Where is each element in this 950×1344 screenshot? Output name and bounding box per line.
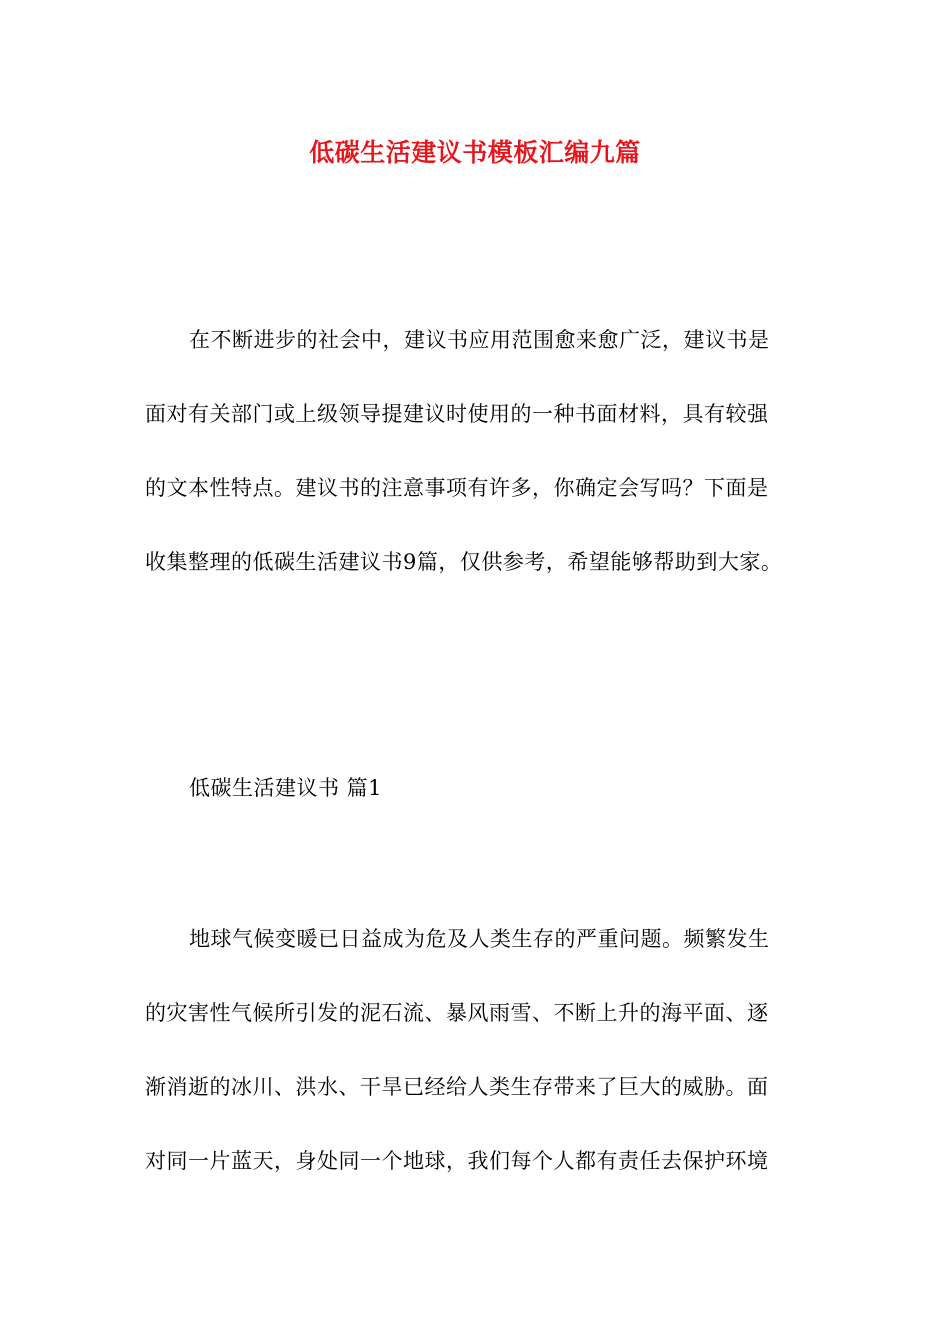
document-title: 低碳生活建议书模板汇编九篇 [309, 138, 641, 167]
intro-line-4: 收集整理的低碳生活建议书9篇，仅供参考，希望能够帮助到大家。 [145, 550, 783, 574]
section-heading: 低碳生活建议书 篇1 [189, 776, 383, 800]
section-line-2: 的灾害性气候所引发的泥石流、暴风雨雪、不断上升的海平面、逐 [145, 1001, 769, 1025]
intro-line-1: 在不断进步的社会中，建议书应用范围愈来愈广泛，建议书是 [189, 328, 770, 352]
section-line-1: 地球气候变暖已日益成为危及人类生存的严重问题。频繁发生 [189, 927, 770, 951]
intro-line-3: 的文本性特点。建议书的注意事项有许多，你确定会写吗？下面是 [145, 476, 769, 500]
section-line-4: 对同一片蓝天，身处同一个地球，我们每个人都有责任去保护环境 [145, 1149, 769, 1173]
intro-line-2: 面对有关部门或上级领导提建议时使用的一种书面材料，具有较强 [145, 402, 769, 426]
section-line-3: 渐消逝的冰川、洪水、干旱已经给人类生存带来了巨大的威胁。面 [145, 1075, 769, 1099]
